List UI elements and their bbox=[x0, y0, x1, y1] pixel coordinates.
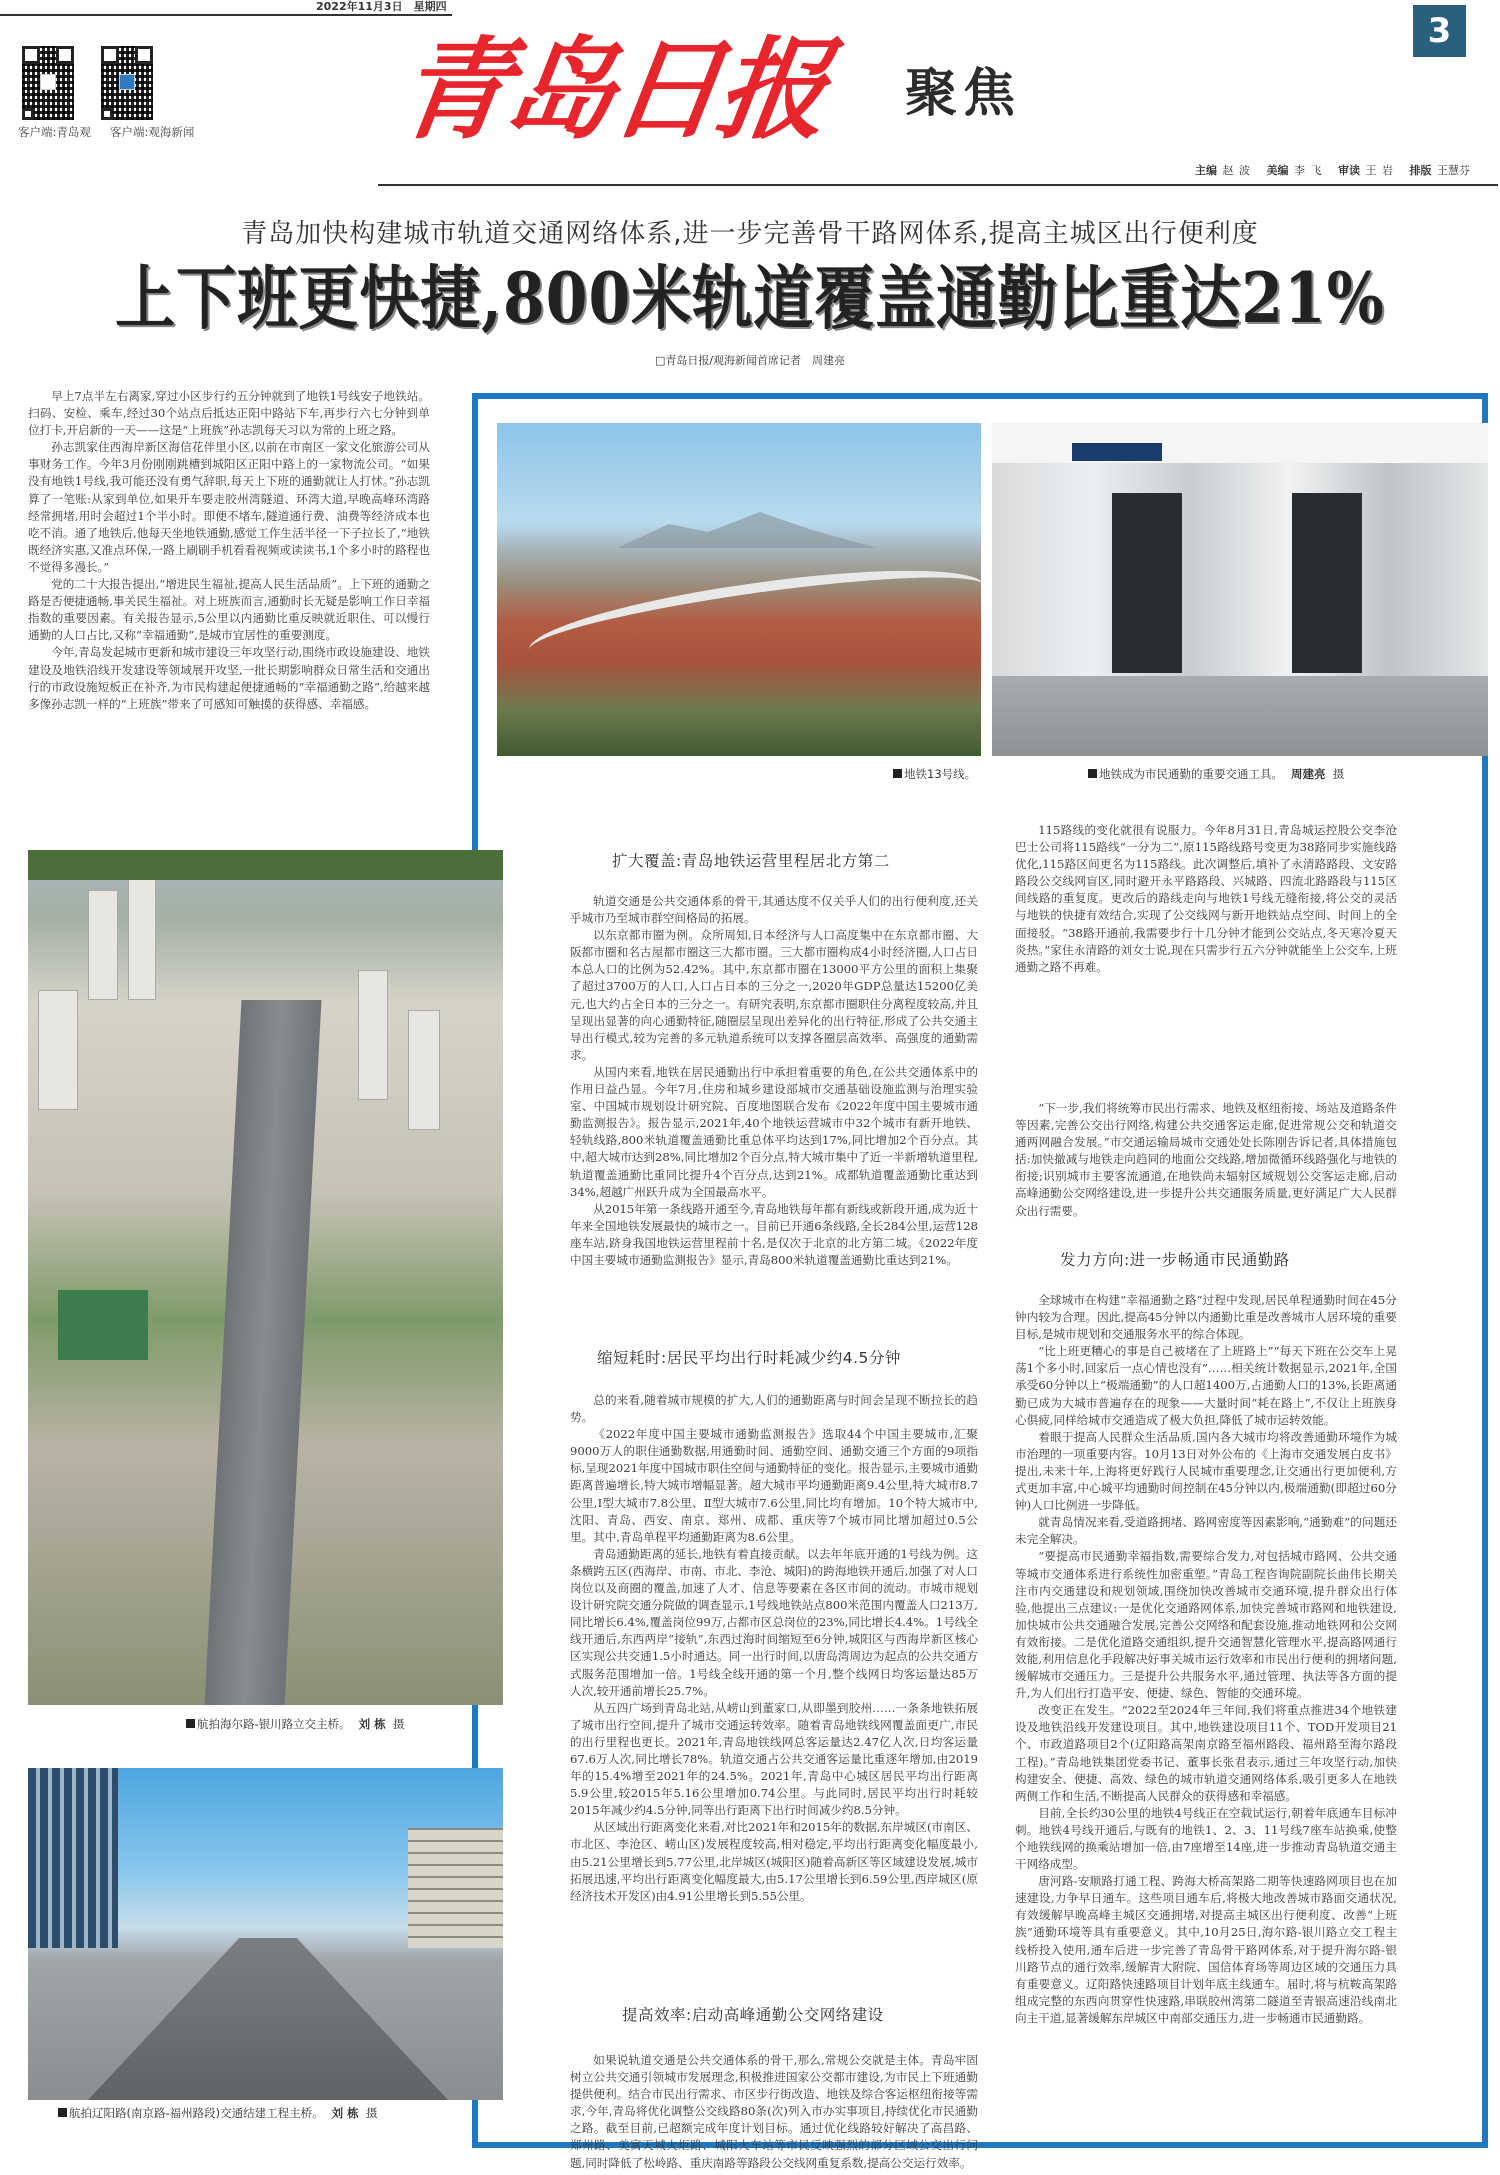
paragraph: 总的来看,随着城市规模的扩大,人们的通勤距离与时间会呈现不断拉长的趋势。 bbox=[570, 1393, 978, 1425]
building bbox=[128, 870, 156, 1000]
credit-name: 王 岩 bbox=[1365, 164, 1393, 177]
main-road bbox=[205, 1000, 322, 1705]
article-headline: 上下班更快捷,800米轨道覆盖通勤比重达21% bbox=[115, 258, 1385, 340]
hillside bbox=[28, 850, 503, 880]
section-body bbox=[1015, 1100, 1397, 1237]
credit-role: 美编 bbox=[1266, 164, 1289, 177]
paragraph: “要提高市民通勤幸福指数,需要综合发力,对包括城市路网、公共交通等城市交通体系进行系统性加密重塑。”青岛工程咨询院副院长曲伟长期关注市内交通建设和规划领域,围绕加快改善城市交通环境,提升群众出行体验,他提出三点建议:一是优化交通路网体系,加快完善城市路网和地铁建设,加快城市公共交通融合发展,完善公交网络和配套设施,推动地铁网和公交网有效衔接。二是优化道路交通组织,提升交通智慧化管理水平,提高路网通行效能,利用信息化手段解决好事关城市运行效率和市民出行便利的拥堵问题,缓解城市交通压力。三是提升公共服务水平,通过管理、执法等各方面的提升,为人们出行打造平安、便捷、绿色、智能的交通环境。 bbox=[1015, 1549, 1397, 1701]
paragraph: 党的二十大报告提出,“增进民生福祉,提高人民生活品质”。上下班的通勤之路是否便捷通畅,事关民生福祉。对上班族而言,通勤时长无疑是影响工作日幸福指数的重要因素。有关报告显示,5公里以内通勤比重反映就近职住、可以慢行通勤的人口占比,又称“幸福通勤”,是城市宜居性的重要测度。 bbox=[28, 577, 430, 643]
train-door bbox=[1112, 493, 1182, 673]
building bbox=[88, 890, 118, 1000]
paragraph: 目前,全长约30公里的地铁4号线正在空载试运行,朝着年底通车目标冲刺。地铁4号线开通后,与既有的地铁1、2、3、11号线7座车站换乘,使整个地铁线网的换乘站增加一倍,由7座增至14座,进一步推动青岛轨道交通主干网络成型。 bbox=[1015, 1805, 1397, 1872]
issue-date: 2022年11月3日 星期四 bbox=[316, 0, 447, 13]
caption-square-icon bbox=[1088, 769, 1097, 778]
photo-author: 刘 栋 bbox=[331, 2106, 359, 2120]
paragraph: 从区域出行距离变化来看,对比2021年和2015年的数据,东岸城区(市南区、市北区、李沧区、崂山区)发展程度较高,相对稳定,平均出行距离变化幅度最小,由5.21公里增长到5.77公里,北岸城区(城阳区)随着高新区等区域建设发展,城市拓展迅速,平均出行距离变化幅度最大,由5.17公里增长到6.59公里,西岸城区(原经济技术开发区)由4.91公里增长到5.55公里。 bbox=[570, 1820, 978, 1903]
caption-square-icon bbox=[893, 769, 902, 778]
photo-caption bbox=[58, 2106, 377, 2120]
caption-suffix: 摄 bbox=[365, 2106, 378, 2120]
credit-role: 主编 bbox=[1195, 164, 1217, 177]
station-sign bbox=[1072, 443, 1162, 461]
page-number-badge: 3 bbox=[1413, 5, 1466, 57]
paragraph: 唐河路-安顺路打通工程、跨海大桥高架路二期等快速路网项目也在加速建设,力争早日通车。这些项目通车后,将极大地改善城市路面交通状况,有效缓解早晚高峰主城区交通拥堵,对提高主城区出行便利度、改善“上班族”通勤环境等具有重要意义。其中,10月25日,海尔路-银川路立交工程主线桥投入使用,通车后进一步完善了青岛骨干路网体系,对于提升海尔路-银川路节点的通行效率,缓解青大附院、国信体育场等周边区域的交通压力具有重要意义。辽阳路快速路项目计划年底主线通车。届时,将与杭鞍高架路组成完整的东西向贯穿性快速路,串联胶州湾第二隧道至青银高速沿线南北向主干道,显著缓解东岸城区中南部交通压力,进一步畅通市民通勤路。 bbox=[1015, 1874, 1397, 2025]
paragraph: “比上班更糟心的事是自己被堵在了上班路上”“每天下班在公交车上晃荡1个多小时,回家后一点心情也没有”……相关统计数据显示,2021年,全国承受60分钟以上“极端通勤”的人口超1400万,占通勤人口的13%,长距离通勤已成为大城市普遍存在的现象——大量时间“耗在路上”,不仅让上班族身心俱疲,同样给城市交通造成了极大负担,降低了城市运转效能。 bbox=[1015, 1344, 1397, 1427]
sports-field bbox=[58, 1290, 148, 1360]
credit-role: 排版 bbox=[1409, 164, 1432, 177]
section-body bbox=[1015, 822, 1397, 1092]
paragraph: 从国内来看,地铁在居民通勤出行中承担着重要的角色,在公共交通体系中的作用日益凸显。今年7月,住房和城乡建设部城市交通基础设施监测与治理实验室、中国城市规划设计研究院、百度地图联合发布《2022年度中国主要城市通勤监测报告》。报告显示,2021年,40个地铁运营城市中32个城市有新开地铁、轻轨线路,800米轨道覆盖通勤比重总体平均达到17%,同比增加2个百分点。其中,超大城市达到28%,同比增加2个百分点,特大城市集中了近一半新增轨道里程,轨道覆盖通勤比重同比提升4个百分点,达到21%。成都轨道覆盖通勤比重达到34%,超越广州跃升成为全国最高水平。 bbox=[570, 1064, 978, 1199]
paragraph: 改变正在发生。“2022至2024年三年间,我们将重点推进34个地铁建设及地铁沿线开发建设项目。其中,地铁建设项目11个、TOD开发项目21个、市政道路项目2个(辽阳路高架南京路至福州路段、福州路至海尔路段工程)。”青岛地铁集团党委书记、董事长张君表示,通过三年攻坚行动,加快构建安全、便捷、高效、绿色的城市轨道交通网络体系,吸引更多人在地铁两侧工作和生活,不断提高人民群众的获得感和幸福感。 bbox=[1015, 1703, 1397, 1803]
paragraph: 115路线的变化就很有说服力。今年8月31日,青岛城运控股公交李沧巴士公司将115路线“一分为二”,原115路线路号变更为38路同步实施线路优化,115路区间更名为115路线。此次调整后,填补了永清路路段、文安路路段公交线网盲区,同时避开永平路路段、兴城路、四流北路路段与115区间线路的重复度。更改后的路线走向与地铁1号线无缝衔接,将公交的灵活与地铁的快捷有效结合,实现了公交线网与新开地铁站点空间、时间上的全面接驳。“38路开通前,我需要步行十几分钟才能到公交站点,冬天寒冷夏天炎热。”家住永清路的刘女士说,现在只需步行五六分钟就能坐上公交车,上班通勤之路不再难。 bbox=[1015, 823, 1397, 974]
credit-name: 李 飞 bbox=[1294, 164, 1322, 177]
section-body bbox=[570, 2052, 978, 2170]
caption-suffix: 摄 bbox=[392, 1717, 405, 1731]
ceiling bbox=[992, 423, 1488, 463]
building bbox=[408, 1010, 440, 1130]
credit-name: 王慧芬 bbox=[1437, 164, 1470, 177]
paragraph: 着眼于提高人民群众生活品质,国内各大城市均将改善通勤环境作为城市治理的一项重要内容。10月13日对外公布的《上海市交通发展白皮书》提出,未来十年,上海将更好践行人民城市重要理念,让交通出行更加便利,方式更加丰富,中心城平均通勤时间控制在45分钟以内,极端通勤(即超过60分钟)人口比例进一步降低。 bbox=[1015, 1429, 1397, 1513]
section-body bbox=[570, 893, 978, 1333]
paragraph: 早上7点半左右离家,穿过小区步行约五分钟就到了地铁1号线安子地铁站。扫码、安检、乘车,经过30个站点后抵达正阳中路站下车,再步行六七分钟到单位打卡,开启新的一天——这是“上班族”孙志凯每天习以为常的上班之路。 bbox=[28, 389, 430, 438]
credit-name: 赵 波 bbox=[1222, 164, 1250, 177]
caption-suffix: 摄 bbox=[1332, 767, 1345, 781]
bridge-deck bbox=[88, 1938, 448, 2100]
caption-square-icon bbox=[58, 2108, 67, 2117]
paragraph: 以东京都市圈为例。众所周知,日本经济与人口高度集中在东京都市圈、大阪都市圈和名古屋都市圈这三大都市圈。三大都市圈构成4小时经济圈,人口占日本总人口的比例为52.42%。其中,东京都市圈在13000平方公里的面积上集聚了超过3700万的人口,人口占日本的三分之一,2020年GDP总量达15200亿美元,也大约占全日本的三分之一。有研究表明,东京都市圈职住分离程度较高,并且呈现出显著的向心通勤特征,随圈层呈现出差异化的出行特征,形成了公共交通主导出行模式,较为完善的多元轨道系统可以支撑各圈层高效率、高强度的通勤需求。 bbox=[570, 928, 978, 1062]
photo-caption bbox=[893, 767, 976, 781]
mountain-shape bbox=[617, 508, 877, 548]
paragraph: 就青岛情况来看,受道路拥堵、路网密度等因素影响,“通勤难”的问题还未完全解决。 bbox=[1015, 1515, 1397, 1547]
editor-credits bbox=[1195, 164, 1470, 178]
photo-author: 周建亮 bbox=[1291, 767, 1326, 781]
paragraph: 《2022年度中国主要城市通勤监测报告》选取44个中国主要城市,汇聚9000万人的职住通勤数据,用通勤时间、通勤空间、通勤交通三个方面的9项指标,呈现2021年度中国城市职住空间与通勤特征的变化。报告显示,主要城市通勤距离普遍增长,特大城市增幅显著。超大城市平均通勤距离9.4公里,特大城市8.7公里,Ⅰ型大城市7.8公里、Ⅱ型大城市7.6公里,同比均有增加。10个特大城市中,沈阳、青岛、西安、南京、郑州、成都、重庆等7个城市同比增加超过0.5公里。其中,青岛单程平均通勤距离为8.6公里。 bbox=[570, 1427, 978, 1544]
qr-code-icon[interactable] bbox=[22, 46, 74, 120]
masthead-rule bbox=[378, 184, 1498, 186]
qr-label: 客户端:青岛观 bbox=[18, 125, 91, 139]
section-body bbox=[570, 1392, 978, 1990]
building bbox=[408, 1828, 503, 1948]
caption-text: 航拍海尔路-银川路立交主桥。 bbox=[197, 1717, 351, 1731]
paragraph: 如果说轨道交通是公共交通体系的骨干,那么,常规公交就是主体。青岛牢固树立公共交通引领城市发展理念,积极推进国家公交都市建设,为市民上下班通勤提供便利。结合市民出行需求、市区步行街改造、地铁及综合客运枢纽衔接等需求,今年,青岛将优化调整公交线路80条(次)列入市办实事项目,持续优化市民通勤之路。截至目前,已超额完成年度计划目标。通过优化线路较好解决了高昌路、郑州路、美寓天城火炬路、城阳火车站等市民反映强烈的部分区域公交出行问题,同时降低了松岭路、重庆南路等路段公交线网重复系数,提高公交运行效率。 bbox=[570, 2053, 978, 2170]
building bbox=[38, 990, 78, 1110]
qr-code-icon[interactable] bbox=[101, 46, 153, 120]
building bbox=[28, 1768, 118, 1948]
photo-caption bbox=[1088, 767, 1344, 781]
paragraph: 孙志凯家住西海岸新区海信花伴里小区,以前在市南区一家文化旅游公司从事财务工作。今年3月份刚刚跳槽到城阳区正阳中路上的一家物流公司。“如果没有地铁1号线,我可能还没有勇气辞职,每天上下班的通勤就让人打怵。”孙志凯算了一笔账:从家到单位,如果开车要走胶州湾隧道、环湾大道,早晚高峰环湾路经常拥堵,用时会超过1个半小时。即便不堵车,隧道通行费、油费等经济成本也吃不消。通了地铁后,他每天坐地铁通勤,感觉工作生活半径一下子拉长了,“地铁既经济实惠,又准点环保,一路上刷刷手机看看视频或读读书,1个多小时的路程也不觉得多漫长。” bbox=[28, 440, 430, 574]
newspaper-logo: 青岛日报 bbox=[391, 25, 834, 154]
photo-author: 刘 栋 bbox=[358, 1717, 386, 1731]
paragraph: 青岛通勤距离的延长,地铁有着直接贡献。以去年年底开通的1号线为例。这条横跨五区(西海岸、市南、市北、李沧、城阳)的跨海地铁开通后,加强了对人口岗位以及商圈的覆盖,加速了人才、信息等要素在各区市间的流动。市城市规划设计研究院交通分院做的调查显示,1号线地铁站点800米范围内覆盖人口213万,同比增长6.4%,覆盖岗位99万,占都市区总岗位的23%,同比增长4.4%。1号线全线开通后,东西两岸“接轨”,东西过海时间缩短至6分钟,城阳区与西海岸新区核心区实现公共交通1.5小时通达。同一出行时间,以唐岛湾周边为起点的公共交通方式服务范围增加一倍。1号线全线开通的第一个月,整个线网日均客运量达85万人次,较开通前增长25.7%。 bbox=[570, 1546, 978, 1698]
article-byline: □青岛日报/观海新闻首席记者 周建亮 bbox=[654, 354, 846, 367]
paragraph: 全球城市在构建“幸福通勤之路”过程中发现,居民单程通勤时间在45分钟内较为合理。因此,提高45分钟以内通勤比重是改善城市人居环境的重要目标,是城市规划和交通服务水平的综合体现。 bbox=[1015, 1293, 1397, 1342]
caption-text: 航拍辽阳路(南京路-福州路段)交通结建工程主桥。 bbox=[69, 2106, 324, 2120]
paragraph: 轨道交通是公共交通体系的骨干,其通达度不仅关乎人们的出行便利度,还关乎城市乃至城市群空间格局的拓展。 bbox=[570, 894, 978, 926]
paragraph: “下一步,我们将统筹市民出行需求、地铁及枢纽衔接、场站及道路条件等因素,完善公交出行网络,构建公共交通客运走廊,促进常规公交和轨道交通两网融合发展。”市交通运输局城市交通处处长陈刚告诉记者,具体措施包括:加快撤减与地铁走向趋同的地面公交线路,增加微循环线路强化与地铁的衔接;识别城市主要客流通道,在地铁尚未辐射区域规划公交客运走廊,启动高峰通勤公交网络建设,进一步提升公共交通服务质量,更好满足广大人民群众出行需要。 bbox=[1015, 1101, 1397, 1218]
caption-text: 地铁成为市民通勤的重要交通工具。 bbox=[1099, 767, 1283, 781]
photo-aerial-liaoyang-road-bridge bbox=[28, 1768, 503, 2100]
section-body bbox=[1015, 1292, 1397, 2137]
section-title: 发力方向:进一步畅通市民通勤路 bbox=[1060, 1251, 1290, 1269]
photo-aerial-haier-yinchuan-interchange bbox=[28, 850, 503, 1705]
section-title: 扩大覆盖:青岛地铁运营里程居北方第二 bbox=[612, 852, 890, 870]
section-name: 聚焦 bbox=[905, 63, 1022, 124]
paragraph: 从五四广场到青岛北站,从崂山到董家口,从即墨到胶州……一条条地铁拓展了城市出行空间,提升了城市交通运转效率。随着青岛地铁线网覆盖面更广,市民的出行里程也更长。2021年,青岛地铁线网总客运量达2.47亿人次,日均客运量67.6万人次,同比增长78%。轨道交通占公共交通客运量比重逐年增加,由2019年的15.4%增至2021年的24.5%。2021年,青岛中心城区居民平均出行距离5.9公里,较2015年5.16公里增加0.74公里。与此同时,居民平均出行时耗较2015年减少约4.5分钟,同等出行距离下出行时间减少约8.5分钟。 bbox=[570, 1700, 978, 1818]
section-title: 提高效率:启动高峰通勤公交网络建设 bbox=[622, 2006, 884, 2024]
intro-text bbox=[28, 388, 430, 713]
photo-caption bbox=[186, 1717, 404, 1731]
caption-text: 地铁13号线。 bbox=[904, 767, 977, 781]
paragraph: 从2015年第一条线路开通至今,青岛地铁每年都有新线或新段开通,成为近十年来全国地铁发展最快的城市之一。目前已开通6条线路,全长284公里,运营128座车站,跻身我国地铁运营里程前十名,是仅次于北京的北方第二城。《2022年度中国主要城市通勤监测报告》显示,青岛800米轨道覆盖通勤比重达到21%。 bbox=[570, 1201, 978, 1267]
elevated-track bbox=[524, 551, 989, 684]
building bbox=[358, 970, 388, 1100]
credit-role: 审读 bbox=[1338, 164, 1360, 177]
train-door bbox=[1292, 493, 1362, 673]
qr-label: 客户端:观海新闻 bbox=[110, 125, 195, 139]
caption-square-icon bbox=[186, 1719, 195, 1728]
photo-metro-line-13 bbox=[497, 423, 981, 756]
section-title: 缩短耗时:居民平均出行时耗减少约4.5分钟 bbox=[597, 1349, 901, 1367]
photo-subway-platform bbox=[992, 423, 1488, 756]
paragraph: 今年,青岛发起城市更新和城市建设三年攻坚行动,围绕市政设施建设、地铁建设及地铁沿线开发建设等领域展开攻坚,一批长期影响群众日常生活和交通出行的市政设施短板正在补齐,为市民构建起便捷通畅的“幸福通勤之路”,给越来越多像孙志凯一样的“上班族”带来了可感知可触摸的获得感、幸福感。 bbox=[28, 645, 430, 711]
article-subheadline: 青岛加快构建城市轨道交通网络体系,进一步完善骨干路网体系,提高主城区出行便利度 bbox=[241, 219, 1259, 249]
platform-floor bbox=[992, 676, 1488, 756]
